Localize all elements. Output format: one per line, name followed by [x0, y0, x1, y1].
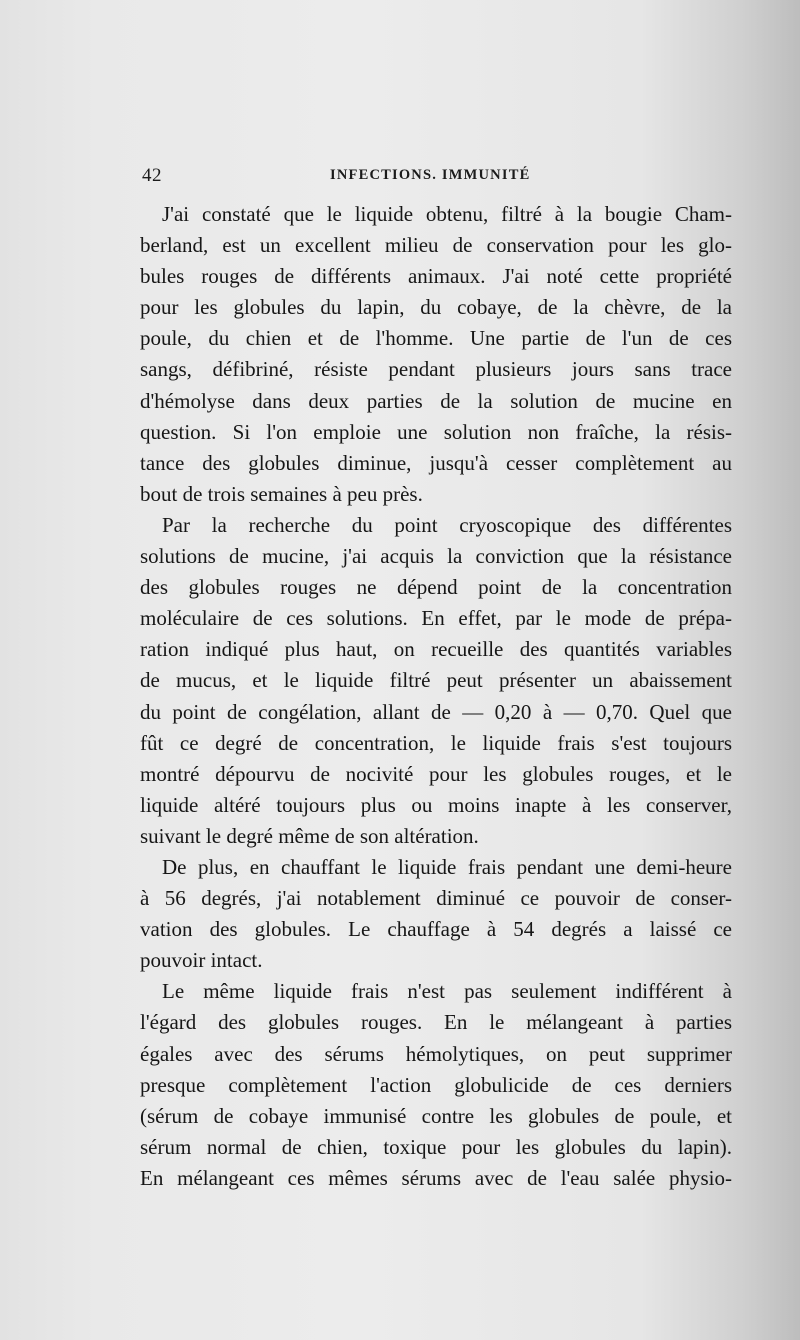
text-line: tance des globules diminue, jusqu'à cesser complètement au: [140, 450, 732, 475]
text-line: poule, du chien et de l'homme. Une partie de l'un de ces: [140, 326, 732, 351]
text-line: d'hémolyse dans deux parties de la solution de mucine en: [140, 388, 732, 413]
text-line: En mélangeant ces mêmes sérums avec de l'eau salée physio-: [140, 1165, 732, 1190]
text-line: à 56 degrés, j'ai notablement diminué ce pouvoir de conser-: [140, 886, 732, 911]
text-line: bout de trois semaines à peu près.: [140, 481, 423, 506]
text-line: des globules rouges ne dépend point de la concentration: [140, 575, 732, 600]
text-line: Le même liquide frais n'est pas seulement indifférent à: [162, 979, 732, 1004]
text-line: J'ai constaté que le liquide obtenu, filtré à la bougie Cham-: [162, 202, 732, 226]
text-line: pouvoir intact.: [140, 948, 263, 973]
running-title: INFECTIONS. IMMUNITÉ: [330, 167, 531, 183]
text-line: question. Si l'on emploie une solution non fraîche, la résis-: [140, 419, 732, 444]
paragraph-1: [140, 199, 732, 510]
text-line: liquide altéré toujours plus ou moins inapte à les conserver,: [140, 792, 732, 817]
body-text: [140, 199, 732, 1194]
text-line: ration indiqué plus haut, on recueille des quantités variables: [140, 637, 732, 662]
text-line: presque complètement l'action globulicide de ces derniers: [140, 1072, 732, 1097]
paragraph-4: [140, 976, 732, 1194]
text-line: du point de congélation, allant de — 0,20 à — 0,70. Quel que: [140, 699, 732, 724]
text-line: solutions de mucine, j'ai acquis la conviction que la résistance: [140, 544, 732, 569]
paragraph-3: [140, 852, 732, 976]
text-line: De plus, en chauffant le liquide frais pendant une demi-heure: [162, 854, 732, 879]
text-line: fût ce degré de concentration, le liquide frais s'est toujours: [140, 730, 732, 755]
text-line: Par la recherche du point cryoscopique des différentes: [162, 512, 732, 537]
running-head: [142, 165, 732, 191]
text-line: sangs, défibriné, résiste pendant plusieurs jours sans trace: [140, 357, 732, 382]
text-line: (sérum de cobaye immunisé contre les globules de poule, et: [140, 1103, 732, 1128]
text-line: sérum normal de chien, toxique pour les globules du lapin).: [140, 1134, 732, 1159]
text-line: suivant le degré même de son altération.: [140, 823, 479, 848]
text-line: de mucus, et le liquide filtré peut présenter un abaissement: [140, 668, 732, 693]
text-line: égales avec des sérums hémolytiques, on peut supprimer: [140, 1041, 732, 1066]
paragraph-2: [140, 510, 732, 852]
page-number: 42: [142, 165, 162, 186]
text-line: montré dépourvu de nocivité pour les globules rouges, et le: [140, 761, 732, 786]
text-line: vation des globules. Le chauffage à 54 degrés a laissé ce: [140, 917, 732, 942]
text-line: bules rouges de différents animaux. J'ai noté cette propriété: [140, 264, 732, 289]
text-line: pour les globules du lapin, du cobaye, de la chèvre, de la: [140, 295, 732, 320]
text-line: moléculaire de ces solutions. En effet, par le mode de prépa-: [140, 606, 732, 631]
text-line: berland, est un excellent milieu de conservation pour les glo-: [140, 233, 732, 258]
text-line: l'égard des globules rouges. En le mélangeant à parties: [140, 1010, 732, 1035]
